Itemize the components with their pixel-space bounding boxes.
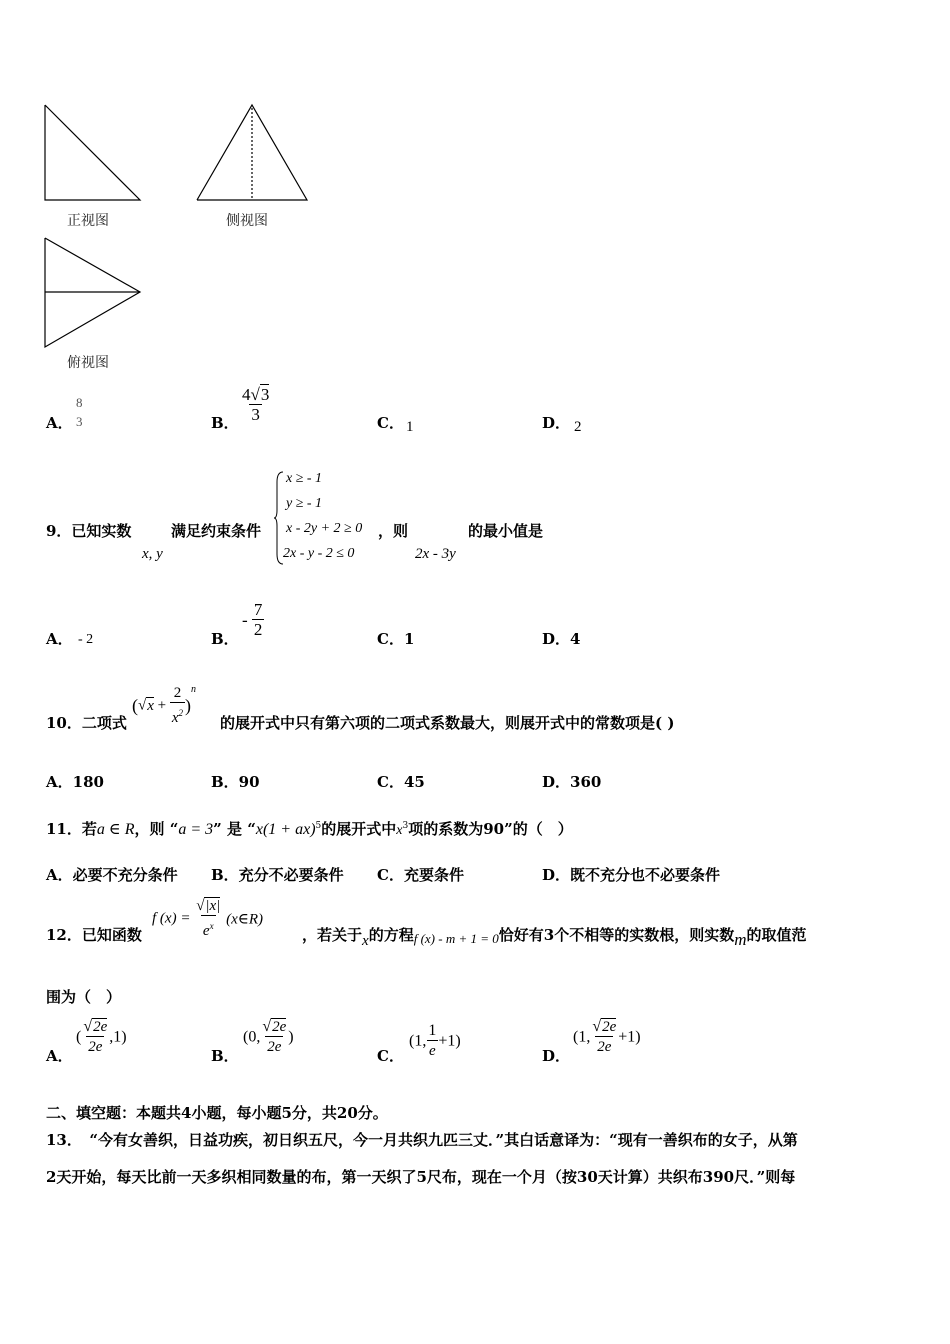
q9-constraint-3: x - 2y + 2 ≥ 0 [286,521,363,536]
q11-term: x [396,823,403,838]
q12-b-close: ) [288,1028,294,1046]
q9-option-c-value: 1 [403,630,415,648]
q11-t3: 的展开式中 [321,820,397,838]
q8-a-numerator: 8 [76,395,83,410]
q9-b-numerator: 7 [253,600,263,619]
q8-b-coef: 4 [242,385,251,404]
q9-option-a-value: - 2 [78,632,94,647]
q12-c-num: 1 [428,1022,437,1039]
q10-suffix: 的展开式中只有第六项的二项式系数最大，则展开式中的常数项是( ) [220,714,675,732]
q8-option-b-label: B． [211,414,239,432]
q12-a-den: 2e [86,1036,104,1057]
q12-line2: 围为（ ） [46,988,122,1006]
q8-option-c-label: C． [377,414,404,432]
q11-option-c: C．充要条件 [377,866,464,884]
q9-option-d [542,628,580,649]
q11-cond1: a ∈ R [96,821,135,838]
front-view-figure [40,100,150,205]
q12-d-open: (1, [573,1028,591,1046]
q9-option-d-label: D． [542,630,571,648]
q12-prefix: 12．已知函数 [46,926,142,944]
front-view-caption: 正视图 [67,213,109,229]
side-view-figure [192,100,312,205]
q8-option-c-value: 1 [406,419,414,435]
q12-option-c-value [409,1022,461,1061]
section-2-heading: 二、填空题：本题共4小题，每小题5分，共20分。 [46,1104,388,1122]
q8-option-a-label: A． [46,414,73,432]
q11-t2: ” 是 “ [213,820,256,838]
q11-expr-exp: 5 [315,821,322,831]
q11-option-d: D．既不充分也不必要条件 [542,866,721,884]
q8-option-b-value: $\frac{4√3}{3}$ [242,385,270,424]
q8-a-denominator: 3 [76,414,83,429]
q9-suffix: 的最小值是 [468,522,544,540]
q9-constraint-4: 2x - y - 2 ≤ 0 [283,546,355,561]
q10-denominator: x [171,710,179,726]
q9-constraint-1: x ≥ - 1 [286,471,323,486]
q12-d-num: 2e [602,1019,617,1035]
q9-option-d-value: 4 [570,630,581,648]
q12-var: x [362,933,369,949]
q12-function: f (x) = $\frac{√|x|}{e^x}$ (x∈R) [152,898,263,939]
q9-mid: 满足约束条件 [171,522,262,540]
q10-plus: + [157,697,167,714]
q12-t2: 的方程 [368,926,414,944]
q9-option-c [377,628,414,649]
q9-constraint-2: y ≥ - 1 [286,496,323,511]
q11-cond2: a = 3 [178,821,214,838]
q12-option-d-value: (1, $\frac{√2e}{2e}$ +1) [573,1018,641,1055]
q12-text-line [302,924,807,950]
q12-d-den: 2e [595,1036,613,1057]
q12-f-lhs: f (x) = [152,910,191,927]
q11-prefix: 11．若 [46,820,97,838]
q11-line [46,818,573,839]
q11-option-b: B．充分不必要条件 [211,866,344,884]
q12-c-den: e [427,1040,438,1061]
q12-t1: ，若关于 [302,926,363,944]
q12-c-open: (1, [409,1032,427,1050]
q9-b-sign: - [242,610,248,630]
q13-line1: 13． “今有女善织，日益功疾，初日织五尺，今一月共织九匹三丈．”其白话意译为：“现有一善织布的女子，从第 [46,1131,798,1149]
q10-option-d: D．360 [542,773,602,791]
q8-b-denominator: 3 [251,405,260,424]
side-view-caption: 侧视图 [226,213,268,229]
q9-option-b-value [242,601,264,640]
q11-t4: 项的系数为90”的（ ） [408,820,573,838]
q9-option-a-label: A． [46,630,73,648]
q8-option-d-value: 2 [574,419,582,435]
q9-option-c-label: C． [377,630,404,648]
q12-option-a-label: A． [46,1047,73,1065]
q12-option-a-value: ( $\frac{√2e}{2e}$ ,1) [76,1018,127,1055]
q10-expr-x: x [147,697,154,714]
top-view-caption: 俯视图 [67,355,109,371]
q9-prefix: 9．已知实数 [46,522,132,540]
q11-option-a: A．必要不充分条件 [46,866,178,884]
q9-vars: x, y [142,546,163,562]
q12-t3: 恰好有3个不相等的实数根，则实数 [498,926,735,944]
q12-f-numerator: |x| [205,898,221,914]
q9-option-b-label: B． [211,630,239,648]
q12-a-open: ( [76,1028,82,1046]
q9-b-denominator: 2 [253,620,263,639]
q12-option-b-label: B． [211,1047,239,1065]
q12-a-num: 2e [93,1019,108,1035]
q11-t1: ，则 “ [134,820,179,838]
q12-option-b-value: (0, $\frac{√2e}{2e}$ ) [243,1018,294,1055]
top-view-figure [40,235,145,350]
q12-equation: f (x) - m + 1 = 0 [413,931,499,946]
q12-m: m [734,930,747,949]
q12-b-open: (0, [243,1028,261,1046]
q9-then: ，则 [378,522,409,540]
q8-option-d-label: D． [542,414,571,432]
q8-option-a-value [74,394,85,432]
q12-option-c-label: C． [377,1047,404,1065]
q12-f-domain: (x∈R) [226,911,263,928]
q12-b-num: 2e [272,1019,287,1035]
q12-t4: 的取值范 [746,926,807,944]
q11-term-exp: 3 [402,821,409,831]
q8-b-radicand: 3 [260,385,270,404]
q10-option-c: C．45 [377,773,425,791]
q10-exponent-n: n [191,684,197,695]
q12-b-den: 2e [265,1036,283,1057]
q12-f-den: e [202,923,210,939]
q10-binomial: (√x + $\frac{2}{x^2}$ )$^n$ [132,684,197,726]
q12-d-close: +1) [618,1028,641,1046]
q10-prefix: 10．二项式 [46,714,127,732]
q12-f-den-exp: x [209,921,214,931]
q12-a-close: ,1) [109,1028,127,1046]
q10-option-a: A．180 [46,773,104,791]
q12-option-d-label: D． [542,1047,571,1065]
q10-option-b: B．90 [211,773,260,791]
q13-line2: 2天开始，每天比前一天多织相同数量的布，第一天织了5尺布，现在一个月（按30天计算）共织布390尺．”则每 [46,1168,796,1186]
q12-c-close: +1) [438,1032,461,1050]
q11-expr: x(1 + ax) [255,821,316,838]
q10-numerator: 2 [173,685,182,701]
q10-den-exponent: 2 [178,708,184,718]
q9-expr: 2x - 3y [415,546,456,562]
